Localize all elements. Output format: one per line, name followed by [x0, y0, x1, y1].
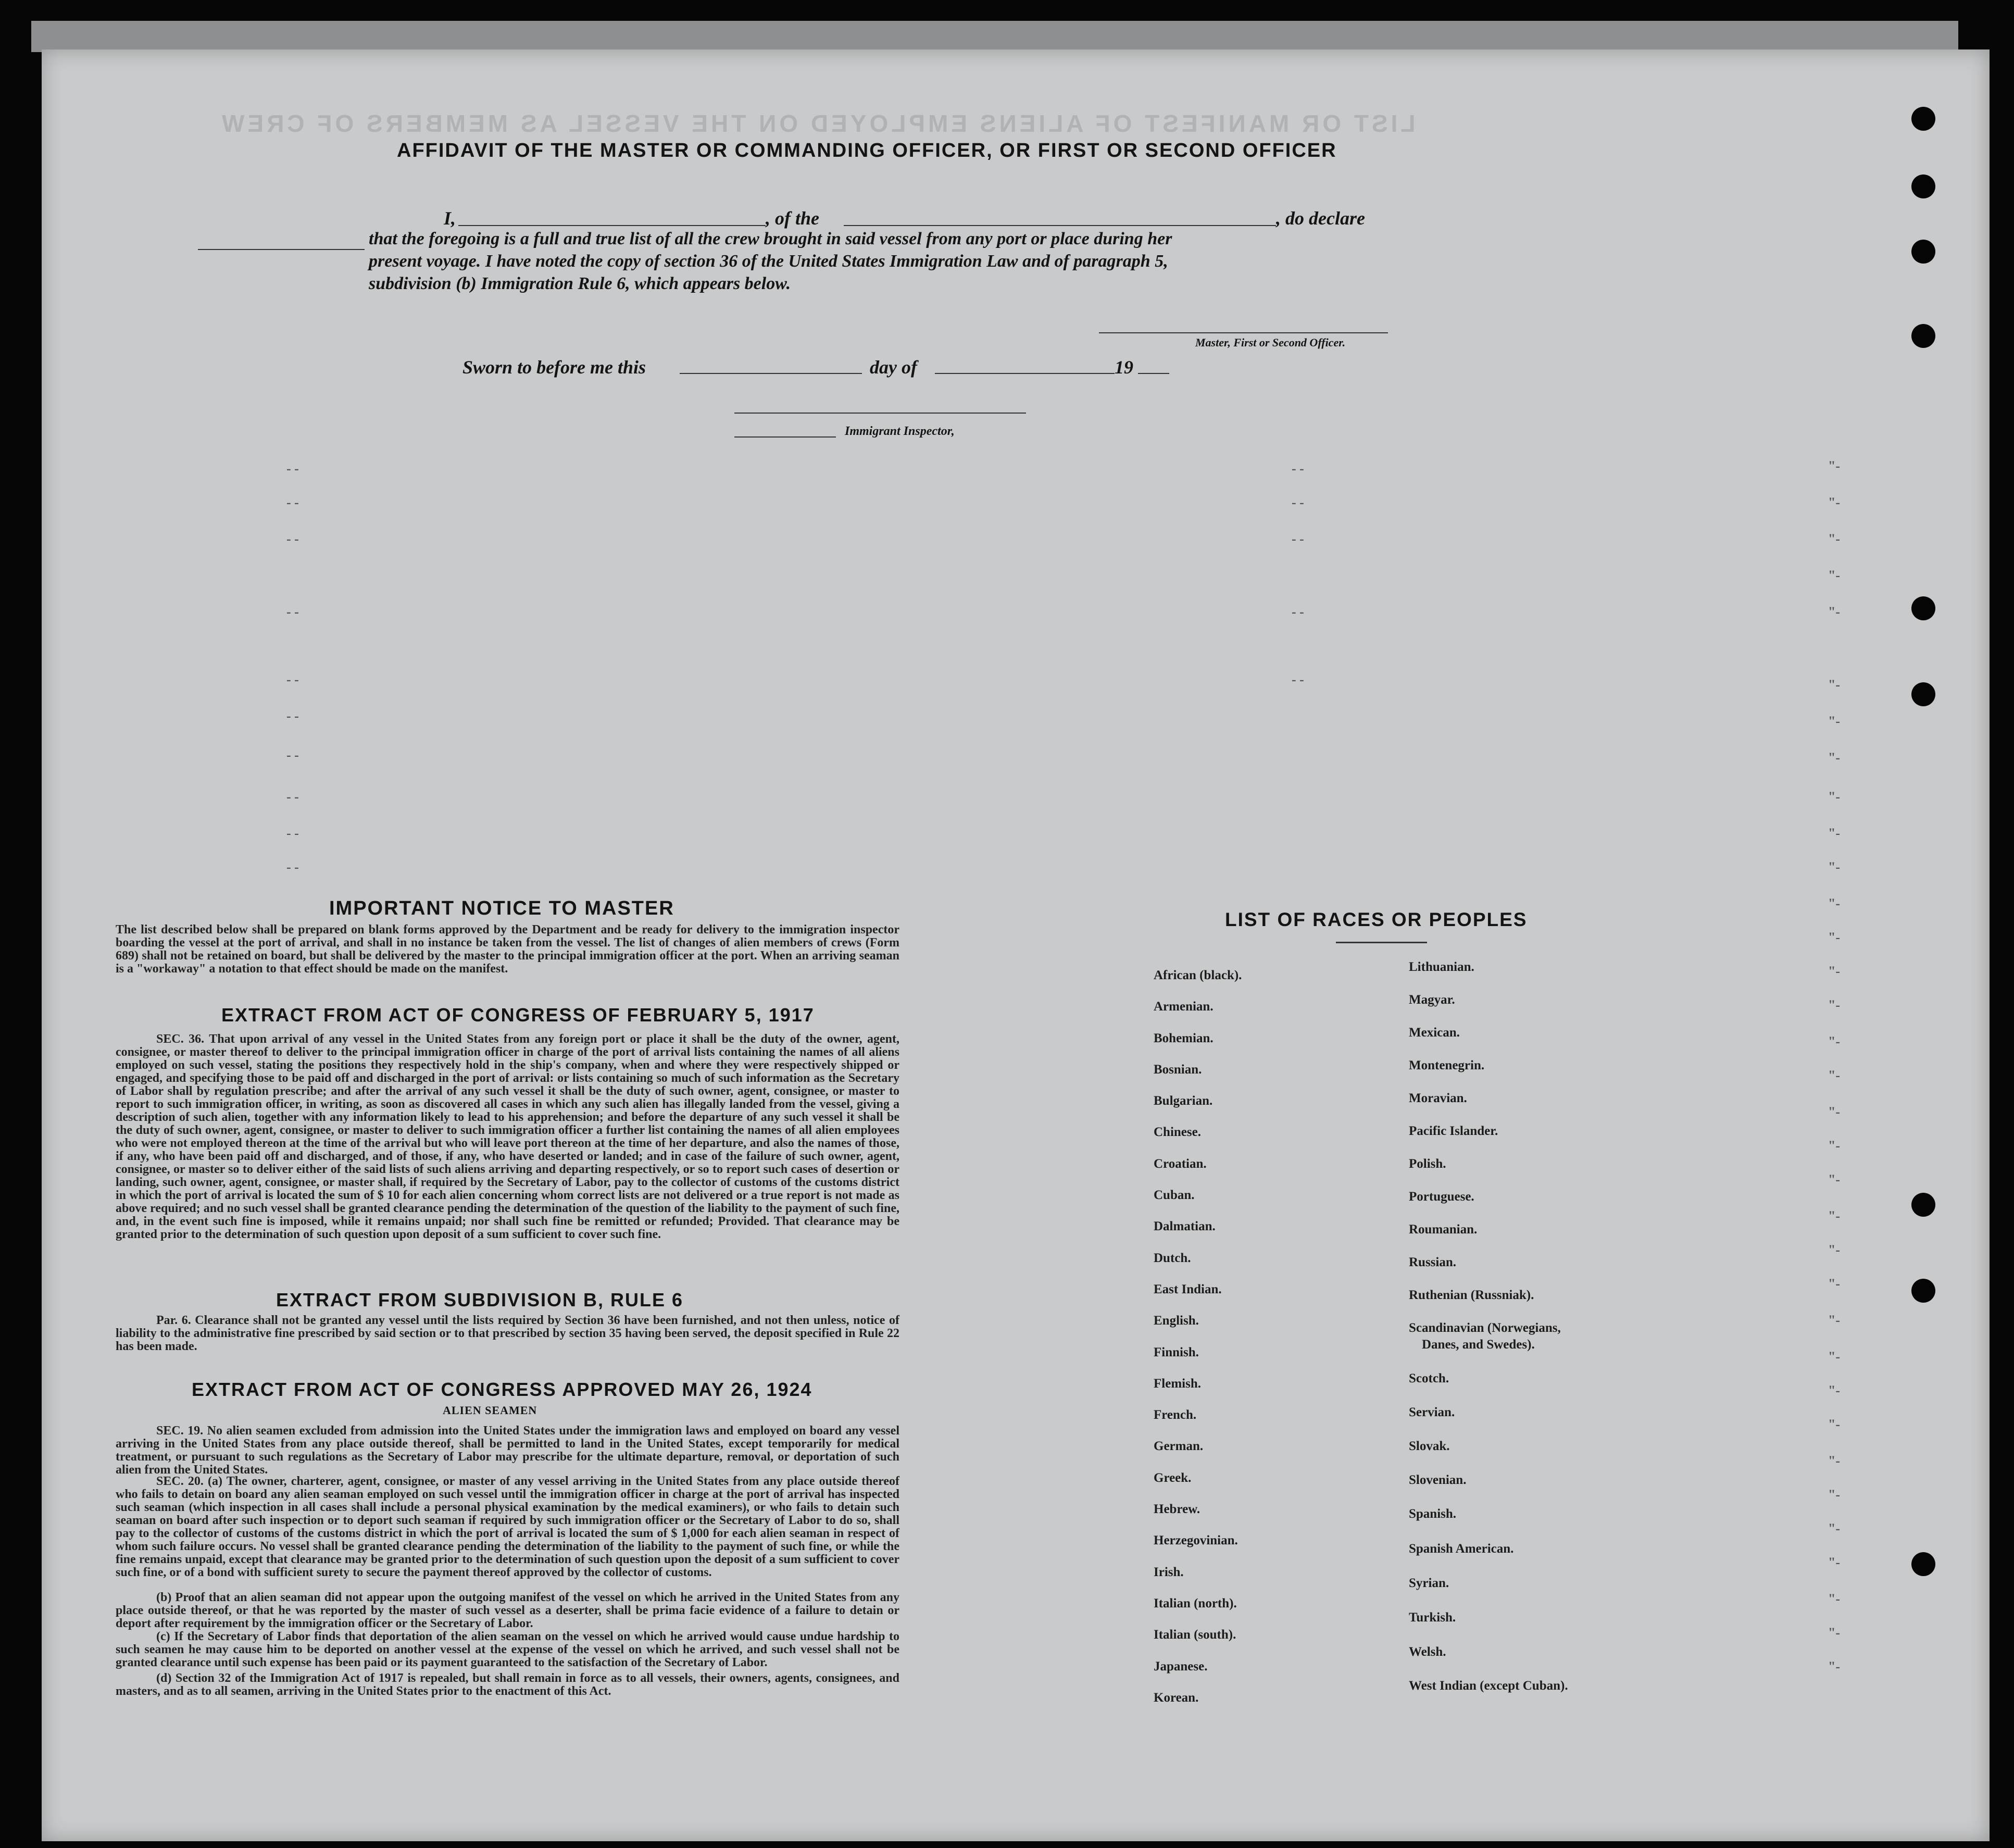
races-title: LIST OF RACES OR PEOPLES	[1225, 909, 1528, 930]
race-item: Magyar.	[1409, 993, 1455, 1007]
ditto-mark: "-	[1828, 859, 1841, 875]
race-item: Dalmatian.	[1154, 1219, 1216, 1234]
race-item: German.	[1154, 1439, 1204, 1454]
race-item: Turkish.	[1409, 1610, 1456, 1625]
race-item: Scandinavian (Norwegians,	[1409, 1321, 1561, 1335]
race-item: Roumanian.	[1409, 1222, 1478, 1237]
ditto-mark: "-	[1828, 1138, 1841, 1153]
punch-hole	[1911, 596, 1935, 620]
race-item: Italian (north).	[1154, 1596, 1237, 1610]
ditto-mark: - -	[1292, 672, 1304, 687]
race-item: Mexican.	[1409, 1026, 1460, 1040]
extract-1917-text: SEC. 36. That upon arrival of any vessel in the United States from any foreign port or place it shall be the duty of the owner, agent, consignee, or master thereof to deliver to the principal immigration officer in charge of the port of arrival lists containing the names of all aliens employed on such vessel, stating the positions they respectively hold in the ship's company, when and where they were respectively shipped or engaged, and specifying those to be paid off and discharged in the port of arrival: or lists containing so much of such information as the Secretary of Labor shall by regulation prescribe; and after the arrival of any such vessel it shall be the duty of such owner, agent, consignee, or master to report to such immigration officer, in writing, as soon as discovered all cases in which any such alien has illegally landed from the vessel, giving a description of such alien, together with any information likely to lead to his apprehension; and before the departure of any such vessel it shall be the duty of such owner, agent, consignee, or master to deliver to such immigration officer a further list containing the names of all alien employees who were not employed thereon at the time of the arrival but who will leave port thereon at the time of her departure, and also the names of those, if any, who have been paid off and discharged, and of those, if any, who have deserted or landed; and in case of the failure of such owner, agent, consignee, or master so to deliver either of the said lists of such aliens arriving and departing respectively, or so to report such cases of desertion or landing, such owner, agent, consignee, or master shall, if required by the Secretary of Labor, pay to the collector of customs of the customs district in which the port of arrival is located the sum of $ 10 for each alien concerning whom correct lists are not delivered or a true report is not made as above required; and no such vessel shall be granted clearance pending the determination of the question of the liability to the payment of such fine, and, in the event such fine is imposed, while it remains unpaid; nor shall such fine be remitted or refunded; Provided. That clearance may be granted prior to the determination of such question upon deposit of a sum sufficient to cover such fine.	[116, 1032, 899, 1241]
rule6-title: EXTRACT FROM SUBDIVISION B, RULE 6	[276, 1289, 684, 1310]
race-item: African (black).	[1154, 968, 1242, 982]
ditto-mark: "-	[1828, 714, 1841, 729]
page-edge	[31, 21, 1958, 52]
ditto-mark: "-	[1828, 1453, 1841, 1468]
race-item: Irish.	[1154, 1565, 1184, 1579]
day-of-label: day of	[870, 357, 917, 378]
race-item: Russian.	[1409, 1255, 1457, 1269]
race-item: French.	[1154, 1408, 1197, 1422]
extract-1924-subtitle: ALIEN SEAMEN	[443, 1404, 537, 1417]
ditto-mark: "-	[1828, 568, 1841, 583]
race-item: Bulgarian.	[1154, 1094, 1213, 1108]
ditto-mark: "-	[1828, 896, 1841, 911]
extract-1924-title: EXTRACT FROM ACT OF CONGRESS APPROVED MAY 26, 1924	[192, 1379, 812, 1400]
vessel-blank-line	[844, 225, 1276, 226]
race-item: Danes, and Swedes).	[1422, 1338, 1535, 1352]
ditto-mark: - -	[286, 604, 299, 619]
ditto-mark: "-	[1828, 1208, 1841, 1223]
race-item: Slovenian.	[1409, 1473, 1467, 1487]
ditto-mark: "-	[1828, 964, 1841, 979]
notice-text: The list described below shall be prepared on blank forms approved by the Department and be ready for delivery to the immigration inspector boarding the vessel at the port of arrival, and shall in no instance be taken from the vessel. The list of changes of alien members of crews (Form 689) shall not be retained on board, but shall be delivered by the master to the principal immigration officer at the port. When an arriving seaman is a "workaway" a notation to that effect should be made on the manifest.	[116, 923, 899, 976]
ditto-mark: "-	[1828, 604, 1841, 619]
ditto-mark: "-	[1828, 1349, 1841, 1364]
ditto-mark: "-	[1828, 1172, 1841, 1187]
ditto-mark: "-	[1828, 1521, 1841, 1536]
race-item: Flemish.	[1154, 1376, 1201, 1391]
affidavit-of-the-label: , of the	[766, 208, 819, 229]
race-item: West Indian (except Cuban).	[1409, 1679, 1568, 1693]
ditto-mark: "-	[1828, 1591, 1841, 1606]
punch-hole	[1911, 1279, 1935, 1303]
ditto-mark: "-	[1828, 826, 1841, 841]
ditto-mark: - -	[286, 859, 299, 875]
ditto-mark: - -	[1292, 461, 1304, 476]
ditto-mark: "-	[1828, 1383, 1841, 1398]
ditto-mark: - -	[286, 789, 299, 804]
race-item: Pacific Islander.	[1409, 1124, 1498, 1138]
punch-hole	[1911, 1552, 1935, 1576]
ditto-mark: "-	[1828, 1242, 1841, 1257]
ditto-mark: "-	[1828, 677, 1841, 692]
ditto-mark: "-	[1828, 1034, 1841, 1049]
affidavit-line3: present voyage. I have noted the copy of section 36 of the United States Immigration Law and of paragraph 5,	[369, 252, 1168, 271]
race-item: Portuguese.	[1409, 1190, 1474, 1204]
punch-hole	[1911, 240, 1935, 264]
race-item: Scotch.	[1409, 1371, 1449, 1385]
year-label: 19	[1115, 357, 1133, 378]
race-item: East Indian.	[1154, 1282, 1222, 1296]
name-blank-line	[458, 225, 766, 226]
extract-1924-sec20a: SEC. 20. (a) The owner, charterer, agent, consignee, or master of any vessel arriving in the United States from any place outside thereof who fails to detain on board any alien seaman employed on such vessel until the immigration officer in charge at the port of arrival has inspected such seaman (which inspection in all cases shall include a personal physical examination by the medical examiners), or who fails to detain such seaman on board after such inspection or to deport such seaman if required by such immigration officer or the Secretary of Labor to do so, shall pay to the collector of customs of the customs district in which the port of arrival is located the sum of $ 1,000 for each alien seaman in respect of whom such failure occurs. No vessel shall be granted clearance pending the determination of the liability to the payment of such fine, or while the fine remains unpaid, except that clearance may be granted prior to the determination of such question upon the deposit of a sum sufficient to cover such fine, or of a bond with sufficient surety to secure the payment thereof approved by the collector of customs.	[116, 1475, 899, 1579]
race-item: Korean.	[1154, 1690, 1199, 1705]
notice-title: IMPORTANT NOTICE TO MASTER	[329, 897, 674, 919]
ditto-mark: - -	[286, 461, 299, 476]
extract-1917-title: EXTRACT FROM ACT OF CONGRESS OF FEBRUARY 5, 1917	[221, 1004, 815, 1026]
year-line	[1138, 373, 1169, 374]
race-item: Italian (south).	[1154, 1628, 1236, 1642]
ditto-mark: "-	[1828, 458, 1841, 473]
race-item: Chinese.	[1154, 1125, 1201, 1140]
race-item: Cuban.	[1154, 1188, 1195, 1203]
ditto-mark: - -	[286, 708, 299, 723]
inspector-caption: Immigrant Inspector,	[845, 424, 955, 438]
sworn-day-line	[680, 373, 862, 374]
extract-1924-sec20c: (c) If the Secretary of Labor finds that deportation of the alien seaman on the vessel on which he arrived would cause undue hardship to such seamen he may cause him to be deported on another vessel at the expense of the vessel on which he arrived, and such vessel shall not be granted clearance until such expense has been paid or its payment guaranteed to the satisfaction of the Secretary of Labor.	[116, 1630, 899, 1669]
leading-blank-line	[198, 249, 365, 250]
ditto-mark: "-	[1828, 930, 1841, 945]
punch-hole	[1911, 682, 1935, 706]
sworn-month-line	[935, 373, 1115, 374]
race-item: Herzegovinian.	[1154, 1533, 1238, 1548]
ditto-mark: "-	[1828, 1487, 1841, 1502]
race-item: Servian.	[1409, 1405, 1455, 1419]
punch-hole	[1911, 1193, 1935, 1217]
extract-1924-sec20d: (d) Section 32 of the Immigration Act of 1917 is repealed, but shall remain in force as to all vessels, their owners, agents, consignees, and masters, and as to all seamen, arriving in the United States prior to the enactment of this Act.	[116, 1671, 899, 1698]
extract-1924-sec19: SEC. 19. No alien seamen excluded from admission into the United States under the immigration laws and employed on board any vessel arriving in the United States from any place outside thereof, shall be permitted to land in the United States, except temporarily for medical treatment, or pursuant to such regulations as the Secretary of Labor may prescribe for the ultimate departure, removal, or deportation of such alien from the United States.	[116, 1424, 899, 1477]
race-item: Polish.	[1409, 1157, 1446, 1171]
race-item: Bosnian.	[1154, 1062, 1202, 1077]
ditto-mark: - -	[286, 672, 299, 687]
ditto-mark: "-	[1828, 495, 1841, 510]
race-item: Greek.	[1154, 1470, 1192, 1485]
extract-1924-sec20b: (b) Proof that an alien seaman did not appear upon the outgoing manifest of the vessel on which he arrived in the United States from any place outside thereof, or that he was reported by the master of such vessel as a deserter, shall be prima facie evidence of a failure to detain or deport after requirement by the immigration officer or the Secretary of Labor.	[116, 1591, 899, 1630]
inspector-line-short	[734, 436, 836, 438]
race-item: Hebrew.	[1154, 1502, 1200, 1517]
affidavit-line2: that the foregoing is a full and true list of all the crew brought in said vessel from any port or place during her	[369, 229, 1172, 248]
ditto-mark: - -	[286, 747, 299, 763]
ditto-mark: - -	[286, 826, 299, 841]
ditto-mark: "-	[1828, 1276, 1841, 1291]
race-item: Slovak.	[1409, 1439, 1450, 1453]
ditto-mark: "-	[1828, 997, 1841, 1013]
race-item: Spanish American.	[1409, 1542, 1514, 1556]
races-title-rule	[1336, 942, 1427, 943]
ditto-mark: - -	[1292, 531, 1304, 546]
ditto-mark: "-	[1828, 1555, 1841, 1570]
punch-hole	[1911, 107, 1935, 131]
race-item: Lithuanian.	[1409, 960, 1474, 974]
rule6-text: Par. 6. Clearance shall not be granted any vessel until the lists required by Section 36 have been furnished, and not then unless, notice of liability to the administrative fine prescribed by said section or to that prescribed by section 35 having been served, the deposit specified in Rule 22 has been made.	[116, 1314, 899, 1353]
race-item: Finnish.	[1154, 1345, 1199, 1359]
ditto-mark: "-	[1828, 1104, 1841, 1119]
sworn-label: Sworn to before me this	[462, 357, 646, 378]
ditto-mark: "-	[1828, 1625, 1841, 1640]
race-item: Welsh.	[1409, 1645, 1446, 1659]
race-item: Syrian.	[1409, 1576, 1449, 1590]
affidavit-i-label: I,	[444, 208, 456, 229]
ditto-mark: - -	[1292, 495, 1304, 510]
affidavit-do-declare-label: , do declare	[1276, 208, 1365, 229]
ditto-mark: - -	[286, 531, 299, 546]
signature-caption: Master, First or Second Officer.	[1195, 336, 1346, 349]
bleed-through-header: LIST OR MANIFEST OF ALIENS EMPLOYED ON THE VESSEL AS MEMBERS OF CREW	[219, 110, 1416, 137]
inspector-signature-line	[734, 413, 1026, 414]
ditto-mark: - -	[1292, 604, 1304, 619]
signature-line	[1099, 332, 1388, 333]
race-item: Bohemian.	[1154, 1031, 1214, 1045]
race-item: Dutch.	[1154, 1251, 1191, 1265]
race-item: Montenegrin.	[1409, 1058, 1485, 1072]
ditto-mark: "-	[1828, 1659, 1841, 1674]
affidavit-title: AFFIDAVIT OF THE MASTER OR COMMANDING OFFICER, OR FIRST OR SECOND OFFICER	[397, 140, 1337, 161]
ditto-mark: "-	[1828, 1313, 1841, 1328]
ditto-mark: "-	[1828, 1068, 1841, 1083]
race-item: Spanish.	[1409, 1507, 1457, 1521]
ditto-mark: "-	[1828, 750, 1841, 765]
races-left-column	[1154, 960, 1242, 1714]
punch-hole	[1911, 174, 1935, 198]
race-item: Croatian.	[1154, 1156, 1207, 1171]
ditto-mark: "-	[1828, 789, 1841, 804]
punch-hole	[1911, 324, 1935, 348]
ditto-mark: "-	[1828, 531, 1841, 546]
ditto-mark: - -	[286, 495, 299, 510]
race-item: Armenian.	[1154, 1000, 1214, 1014]
race-item: Moravian.	[1409, 1091, 1467, 1105]
race-item: Ruthenian (Russniak).	[1409, 1288, 1534, 1302]
race-item: English.	[1154, 1314, 1199, 1328]
ditto-mark: "-	[1828, 1417, 1841, 1432]
affidavit-line4: subdivision (b) Immigration Rule 6, which appears below.	[369, 274, 791, 293]
race-item: Japanese.	[1154, 1659, 1208, 1674]
